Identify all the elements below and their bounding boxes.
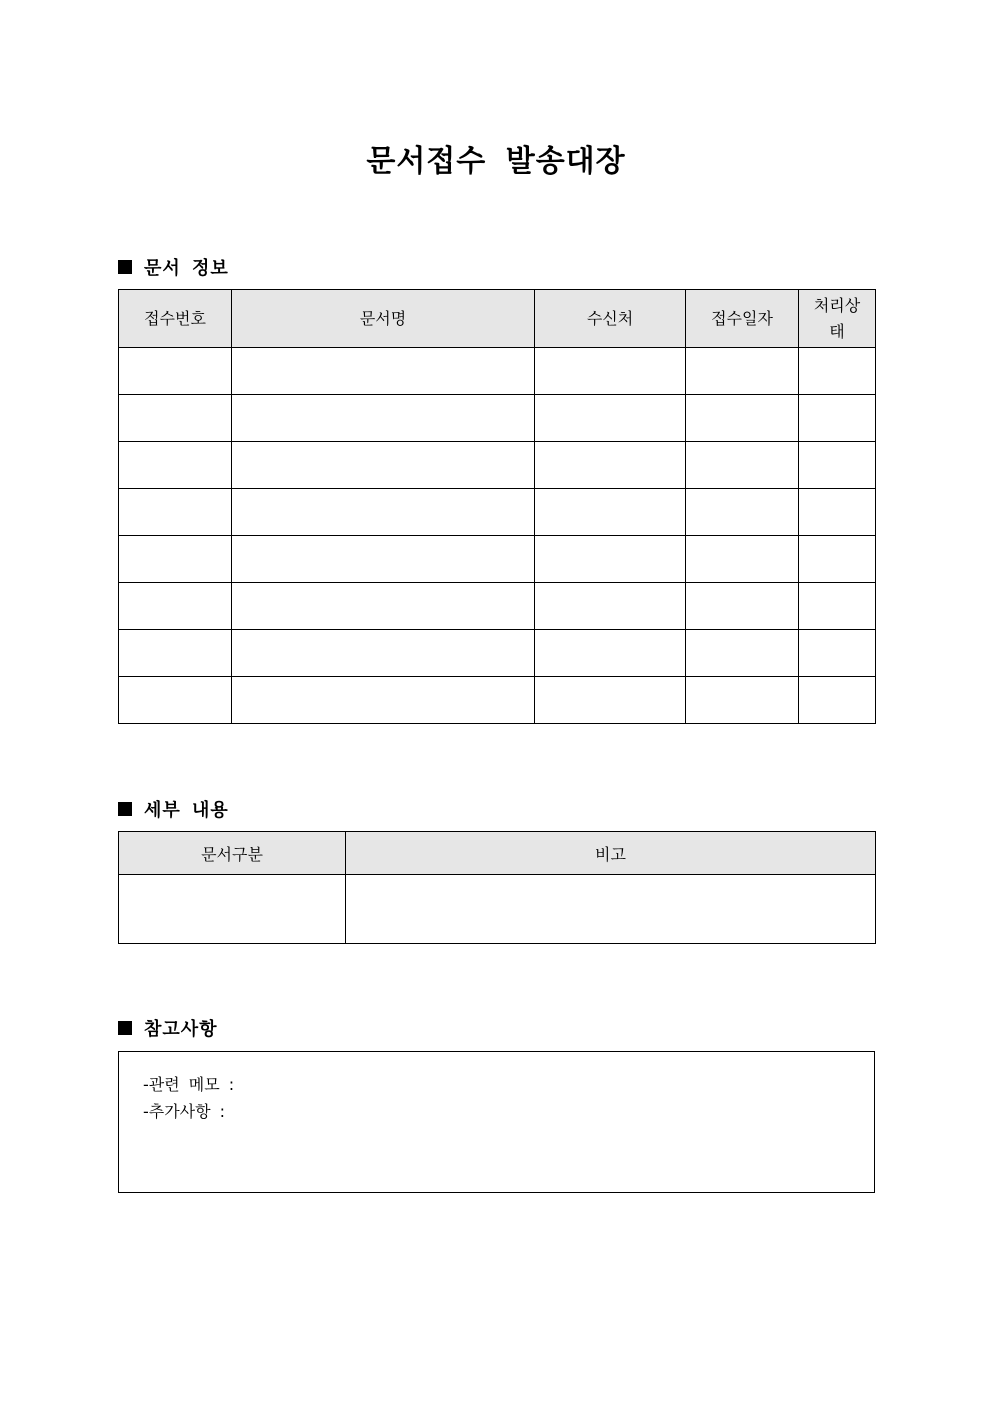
- details-table: [118, 831, 876, 944]
- table-header-row: [119, 832, 876, 875]
- table-row: [119, 348, 876, 395]
- doc-name-cell[interactable]: [232, 395, 535, 442]
- receipt-no-cell[interactable]: [119, 583, 232, 630]
- recipient-cell[interactable]: [535, 677, 686, 724]
- section-heading-label: 참고사항: [144, 1019, 218, 1040]
- recipient-cell[interactable]: [535, 348, 686, 395]
- recipient-cell[interactable]: [535, 442, 686, 489]
- receipt-no-cell[interactable]: [119, 630, 232, 677]
- status-cell[interactable]: [799, 677, 876, 724]
- table-row: [119, 875, 876, 944]
- receipt-date-cell[interactable]: [686, 677, 799, 724]
- section-heading-label: 문서 정보: [144, 258, 229, 279]
- receipt-date-cell[interactable]: [686, 583, 799, 630]
- page-title: 문서접수 발송대장: [366, 144, 626, 179]
- recipient-cell[interactable]: [535, 489, 686, 536]
- receipt-no-cell[interactable]: [119, 395, 232, 442]
- receipt-no-cell[interactable]: [119, 677, 232, 724]
- col-header-doc-name: 문서명: [232, 290, 535, 348]
- section-heading-references: [118, 1015, 218, 1041]
- table-header-row: [119, 290, 876, 348]
- col-header-receipt-no: 접수번호: [119, 290, 232, 348]
- recipient-cell[interactable]: [535, 536, 686, 583]
- col-header-receipt-date: 접수일자: [686, 290, 799, 348]
- doc-info-table: [118, 289, 876, 724]
- doc-name-cell[interactable]: [232, 536, 535, 583]
- doc-name-cell[interactable]: [232, 348, 535, 395]
- receipt-no-cell[interactable]: [119, 442, 232, 489]
- table-row: [119, 583, 876, 630]
- status-cell[interactable]: [799, 630, 876, 677]
- receipt-no-cell[interactable]: [119, 536, 232, 583]
- table-row: [119, 536, 876, 583]
- receipt-date-cell[interactable]: [686, 348, 799, 395]
- status-cell[interactable]: [799, 395, 876, 442]
- doc-name-cell[interactable]: [232, 677, 535, 724]
- additional-notes-line: -추가사항 :: [143, 1102, 226, 1121]
- col-header-doc-type: 문서구분: [119, 832, 346, 875]
- status-cell[interactable]: [799, 348, 876, 395]
- status-cell[interactable]: [799, 583, 876, 630]
- recipient-cell[interactable]: [535, 583, 686, 630]
- doc-name-cell[interactable]: [232, 583, 535, 630]
- receipt-date-cell[interactable]: [686, 395, 799, 442]
- doc-name-cell[interactable]: [232, 489, 535, 536]
- remarks-cell[interactable]: [346, 875, 876, 944]
- receipt-date-cell[interactable]: [686, 630, 799, 677]
- table-row: [119, 395, 876, 442]
- square-bullet-icon: [118, 1021, 132, 1035]
- col-header-status: [799, 290, 876, 348]
- square-bullet-icon: [118, 802, 132, 816]
- receipt-date-cell[interactable]: [686, 442, 799, 489]
- doc-name-cell[interactable]: [232, 630, 535, 677]
- receipt-no-cell[interactable]: [119, 348, 232, 395]
- recipient-cell[interactable]: [535, 630, 686, 677]
- recipient-cell[interactable]: [535, 395, 686, 442]
- references-box[interactable]: [118, 1051, 875, 1193]
- col-header-recipient: 수신처: [535, 290, 686, 348]
- table-row: [119, 630, 876, 677]
- section-heading-label: 세부 내용: [144, 800, 229, 821]
- status-cell[interactable]: [799, 442, 876, 489]
- doc-type-cell[interactable]: [119, 875, 346, 944]
- receipt-date-cell[interactable]: [686, 536, 799, 583]
- section-heading-doc-info: [118, 254, 229, 280]
- col-header-remarks: 비고: [346, 832, 876, 875]
- status-cell[interactable]: [799, 489, 876, 536]
- table-row: [119, 442, 876, 489]
- receipt-date-cell[interactable]: [686, 489, 799, 536]
- related-memo-line: -관련 메모 :: [143, 1075, 235, 1094]
- doc-name-cell[interactable]: [232, 442, 535, 489]
- col-header-status-label: 처리상태: [813, 295, 861, 341]
- square-bullet-icon: [118, 260, 132, 274]
- receipt-no-cell[interactable]: [119, 489, 232, 536]
- table-row: [119, 489, 876, 536]
- status-cell[interactable]: [799, 536, 876, 583]
- table-row: [119, 677, 876, 724]
- section-heading-details: [118, 796, 229, 822]
